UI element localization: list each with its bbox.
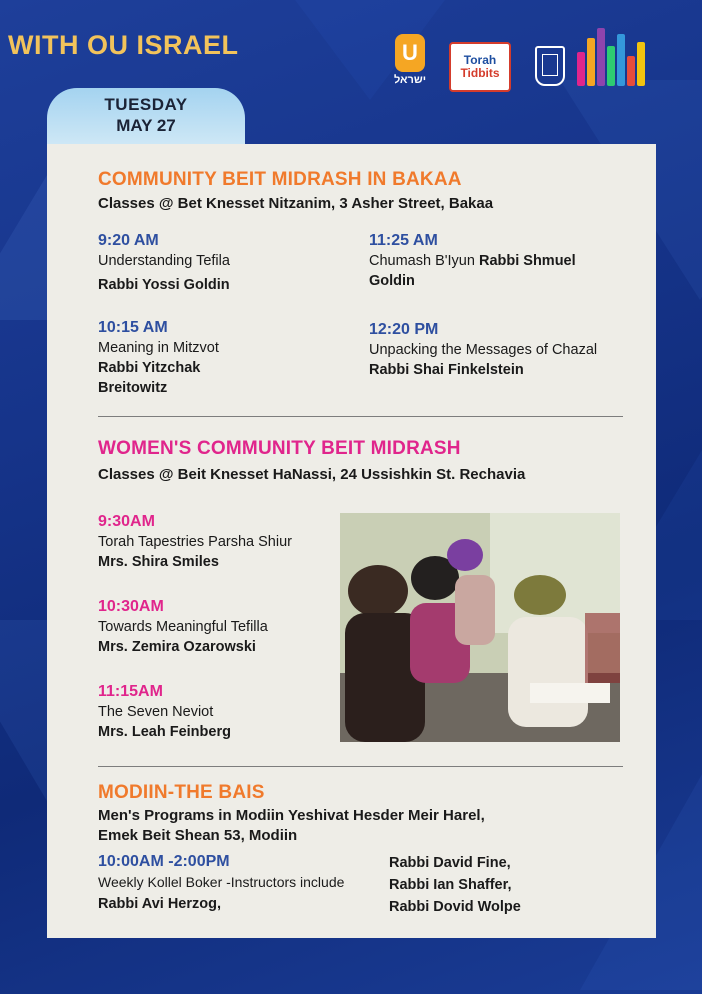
class-rabbi: Rabbi Yossi Goldin	[98, 277, 230, 293]
class-time: 9:30AM	[98, 513, 155, 530]
ou-israel-logo	[388, 34, 432, 92]
class-topic: Understanding Tefila	[98, 253, 230, 269]
section3-subtitle-line1: Men's Programs in Modiin Yeshivat Hesder Meir Harel,	[98, 807, 485, 824]
header-title: WITH OU ISRAEL	[8, 30, 239, 60]
class-teacher: Mrs. Leah Feinberg	[98, 724, 231, 740]
class-block	[369, 320, 639, 380]
class-topic: Meaning in Mitzvot	[98, 340, 219, 356]
class-topic: The Seven Neviot	[98, 704, 214, 720]
section3-title: MODIIN-THE BAIS	[98, 782, 265, 803]
torah-tidbits-line1: Torah	[463, 53, 497, 67]
class-topic: Chumash B'Iyun	[369, 253, 475, 269]
date-day: TUESDAY	[104, 95, 188, 114]
date-tab	[47, 88, 245, 146]
torah-tidbits-line2: Tidbits	[460, 66, 500, 80]
ou-mark: U	[395, 34, 425, 72]
city-emblem-logo	[535, 46, 565, 86]
class-block	[98, 682, 333, 742]
section2-title: WOMEN'S COMMUNITY BEIT MIDRASH	[98, 438, 461, 459]
class-time: 10:15 AM	[98, 319, 168, 336]
class-block	[369, 231, 619, 291]
torah-tidbits-logo	[449, 42, 511, 92]
section-divider	[98, 416, 623, 417]
class-topic: Unpacking the Messages of Chazal	[369, 342, 598, 358]
section1-title: COMMUNITY BEIT MIDRASH IN BAKAA	[98, 169, 462, 190]
class-time: 12:20 PM	[369, 321, 439, 338]
class-rabbi-line2: Breitowitz	[98, 380, 168, 396]
instructor: Rabbi Ian Shaffer,	[389, 877, 512, 893]
instructor: Rabbi Dovid Wolpe	[389, 899, 521, 915]
section-divider	[98, 766, 623, 767]
date-date: MAY 27	[116, 116, 176, 135]
instructor-list	[389, 852, 609, 918]
class-time: 11:15AM	[98, 683, 163, 700]
class-time: 9:20 AM	[98, 232, 159, 249]
colorful-sponsor-logo	[575, 26, 653, 90]
class-teacher: Mrs. Shira Smiles	[98, 554, 219, 570]
class-rabbi: Goldin	[369, 273, 415, 289]
section3-subtitle-line2: Emek Beit Shean 53, Modiin	[98, 827, 298, 844]
ou-hebrew-label: ישראל	[393, 74, 427, 86]
class-description: Weekly Kollel Boker -Instructors include	[98, 874, 345, 890]
section1-subtitle: Classes @ Bet Knesset Nitzanim, 3 Asher Street, Bakaa	[98, 195, 494, 212]
class-block	[98, 231, 348, 295]
instructor: Rabbi David Fine,	[389, 855, 511, 871]
class-photo	[340, 513, 620, 742]
instructor: Rabbi Avi Herzog,	[98, 896, 221, 912]
logo-bar	[385, 26, 655, 96]
class-topic: Torah Tapestries Parsha Shiur	[98, 534, 292, 550]
class-time: 10:30AM	[98, 598, 164, 615]
class-block	[98, 318, 348, 398]
class-time: 10:00AM -2:00PM	[98, 853, 230, 870]
class-rabbi-inline: Rabbi Shmuel	[478, 253, 576, 269]
class-topic: Towards Meaningful Tefilla	[98, 619, 268, 635]
class-block	[98, 512, 333, 572]
class-time: 11:25 AM	[369, 232, 438, 249]
class-rabbi: Rabbi Shai Finkelstein	[369, 362, 524, 378]
section2-subtitle: Classes @ Beit Knesset HaNassi, 24 Ussishkin St. Rechavia	[98, 466, 526, 483]
schedule-panel	[47, 144, 656, 938]
class-block	[98, 852, 388, 914]
class-block	[98, 597, 333, 657]
class-rabbi: Rabbi Yitzchak	[98, 360, 201, 376]
class-teacher: Mrs. Zemira Ozarowski	[98, 639, 256, 655]
